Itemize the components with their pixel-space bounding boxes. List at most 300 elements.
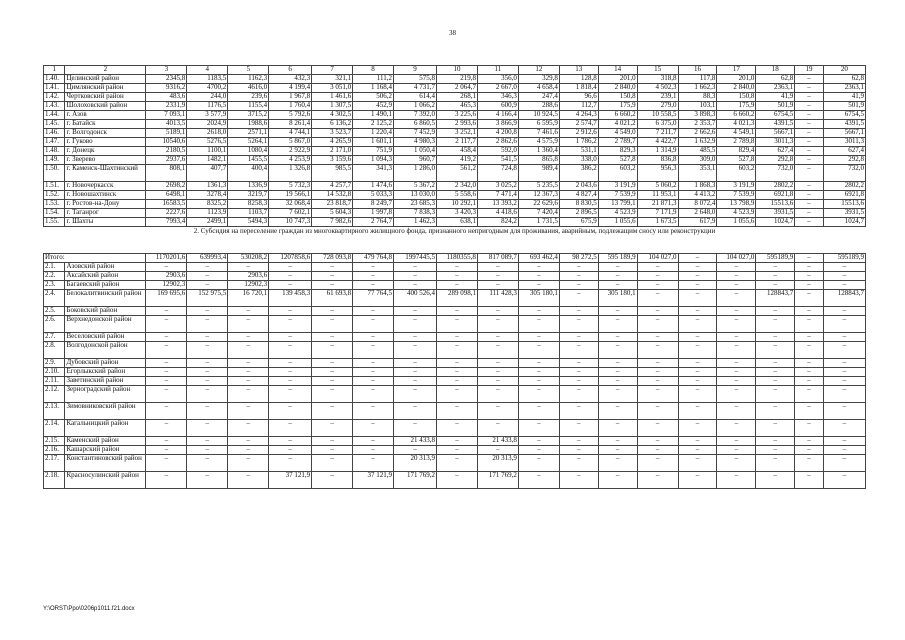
table-cell: 3 191,9 bbox=[598, 182, 637, 191]
table-cell: – bbox=[437, 342, 478, 359]
table-cell: 530208,2 bbox=[228, 254, 269, 263]
table-cell: – bbox=[477, 403, 518, 420]
table-cell: 7 093,1 bbox=[146, 111, 187, 120]
table-cell: 960,7 bbox=[394, 156, 437, 165]
table-cell: 808,1 bbox=[146, 165, 187, 182]
table-cell: – bbox=[353, 263, 394, 272]
table-cell: 4 575,9 bbox=[518, 138, 559, 147]
table-cell: 2.11. bbox=[44, 377, 65, 386]
table-cell: 2.10. bbox=[44, 368, 65, 377]
table-cell: 150,8 bbox=[598, 93, 637, 102]
table-cell: 15513,6 bbox=[756, 200, 795, 209]
table-cell: – bbox=[437, 403, 478, 420]
table-row bbox=[44, 156, 866, 165]
table-cell: 16 720,1 bbox=[228, 290, 269, 307]
table-cell: – bbox=[795, 191, 824, 200]
table-cell: 1.40. bbox=[44, 75, 65, 84]
table-cell: 693 462,4 bbox=[518, 254, 559, 263]
table-row bbox=[44, 138, 866, 147]
table-cell: 2345,8 bbox=[146, 75, 187, 84]
table-cell: – bbox=[756, 368, 795, 377]
header-row bbox=[44, 66, 866, 75]
table-cell: 675,9 bbox=[559, 218, 598, 227]
table-cell: – bbox=[146, 377, 187, 386]
table-cell: 1207858,6 bbox=[269, 254, 312, 263]
table-cell: – bbox=[228, 316, 269, 333]
total-row bbox=[44, 254, 866, 263]
table-cell: – bbox=[477, 333, 518, 342]
table-cell: – bbox=[269, 316, 312, 333]
table-cell: 5667,1 bbox=[756, 129, 795, 138]
table-cell: – bbox=[146, 455, 187, 472]
table-cell: – bbox=[823, 403, 865, 420]
table-cell: 11 bbox=[477, 66, 518, 75]
table-cell: 112,7 bbox=[559, 102, 598, 111]
table-cell: – bbox=[678, 386, 717, 403]
table-cell: – bbox=[228, 263, 269, 272]
table-cell: – bbox=[717, 359, 756, 368]
table-cell: 561,2 bbox=[437, 165, 478, 182]
table-cell: 32 068,4 bbox=[269, 200, 312, 209]
total-label: Итого: bbox=[44, 254, 146, 263]
table-cell: 15513,6 bbox=[823, 200, 865, 209]
table-cell: 4 302,5 bbox=[312, 111, 353, 120]
table-cell: – bbox=[795, 129, 824, 138]
table-cell: – bbox=[717, 446, 756, 455]
table-cell: 5494,3 bbox=[228, 218, 269, 227]
table-cell: 592,0 bbox=[477, 147, 518, 156]
table-cell: – bbox=[312, 455, 353, 472]
table-cell: – bbox=[518, 316, 559, 333]
table-cell: – bbox=[228, 359, 269, 368]
table-cell: 1 818,4 bbox=[559, 84, 598, 93]
table-cell: – bbox=[269, 437, 312, 446]
table-row bbox=[44, 342, 866, 359]
table-cell: 419,2 bbox=[437, 156, 478, 165]
table-cell: 728 093,8 bbox=[312, 254, 353, 263]
table-cell: 2227,6 bbox=[146, 209, 187, 218]
table-cell: – bbox=[559, 446, 598, 455]
table-cell: 1 967,8 bbox=[269, 93, 312, 102]
table-cell: 3278,4 bbox=[187, 191, 228, 200]
table-cell: – bbox=[559, 472, 598, 489]
table-cell: – bbox=[146, 437, 187, 446]
table-cell: – bbox=[437, 263, 478, 272]
table-cell: – bbox=[437, 420, 478, 437]
table-cell: 22 629,6 bbox=[518, 200, 559, 209]
table-cell: – bbox=[795, 272, 824, 281]
table-cell: – bbox=[795, 455, 824, 472]
table-cell: 1 220,4 bbox=[353, 129, 394, 138]
table-cell: 4 744,1 bbox=[269, 129, 312, 138]
table-cell: 4391,5 bbox=[756, 120, 795, 129]
table-cell: 4 199,4 bbox=[269, 84, 312, 93]
table-cell: – bbox=[437, 437, 478, 446]
table-cell: – bbox=[146, 359, 187, 368]
table-cell: г. Новошахтинск bbox=[65, 191, 146, 200]
table-cell: Егорлыкский район bbox=[65, 368, 146, 377]
table-cell: – bbox=[312, 342, 353, 359]
table-cell: 6 136,2 bbox=[312, 120, 353, 129]
table-row bbox=[44, 93, 866, 102]
table-cell: 20 bbox=[823, 66, 865, 75]
table-cell: 400,4 bbox=[228, 165, 269, 182]
table-row bbox=[44, 147, 866, 156]
table-cell: – bbox=[598, 377, 637, 386]
table-cell: – bbox=[269, 455, 312, 472]
table-cell: 98 272,5 bbox=[559, 254, 598, 263]
table-cell: 41,9 bbox=[756, 93, 795, 102]
table-cell: – bbox=[795, 209, 824, 218]
table-cell: 111,2 bbox=[353, 75, 394, 84]
table-cell: – bbox=[678, 368, 717, 377]
table-cell: – bbox=[312, 377, 353, 386]
table-cell: – bbox=[559, 377, 598, 386]
table-cell: – bbox=[269, 386, 312, 403]
table-cell: 5 867,0 bbox=[269, 138, 312, 147]
table-cell: – bbox=[795, 342, 824, 359]
table-row bbox=[44, 307, 866, 316]
table-cell: 305 180,1 bbox=[518, 290, 559, 307]
table-cell: 7 838,3 bbox=[394, 209, 437, 218]
table-cell: – bbox=[518, 386, 559, 403]
table-cell: 4 523,9 bbox=[717, 209, 756, 218]
table-cell: Цимлянский район bbox=[65, 84, 146, 93]
table-cell: 77 764,5 bbox=[353, 290, 394, 307]
table-cell: – bbox=[228, 472, 269, 489]
table-cell: – bbox=[228, 377, 269, 386]
table-cell: – bbox=[312, 437, 353, 446]
table-cell: – bbox=[717, 316, 756, 333]
table-cell: Веселовский район bbox=[65, 333, 146, 342]
table-cell: 14 532,8 bbox=[312, 191, 353, 200]
table-cell: – bbox=[269, 272, 312, 281]
table-cell: – bbox=[477, 420, 518, 437]
table-cell: 1361,3 bbox=[187, 182, 228, 191]
table-cell: – bbox=[717, 377, 756, 386]
table-cell: – bbox=[717, 386, 756, 403]
table-cell: – bbox=[598, 263, 637, 272]
table-cell: – bbox=[795, 403, 824, 420]
table-cell: – bbox=[559, 386, 598, 403]
table-cell: – bbox=[756, 359, 795, 368]
table-cell: – bbox=[598, 472, 637, 489]
table-cell: 3 bbox=[146, 66, 187, 75]
table-cell: 8258,3 bbox=[228, 200, 269, 209]
table-cell: – bbox=[598, 272, 637, 281]
table-cell: Заветинский район bbox=[65, 377, 146, 386]
table-cell: – bbox=[823, 333, 865, 342]
table-cell: 3715,2 bbox=[228, 111, 269, 120]
table-cell: – bbox=[637, 263, 678, 272]
table-cell: 6921,8 bbox=[756, 191, 795, 200]
table-cell: 2.18. bbox=[44, 472, 65, 489]
table-cell: 2.15. bbox=[44, 437, 65, 446]
table-cell: – bbox=[823, 446, 865, 455]
table-cell: Константиновский район bbox=[65, 455, 146, 472]
table-cell: 6498,1 bbox=[146, 191, 187, 200]
table-cell: 128843,7 bbox=[823, 290, 865, 307]
table-cell: Верхнедонской район bbox=[65, 316, 146, 333]
table-cell: г. Шахты bbox=[65, 218, 146, 227]
section-title: 2. Субсидия на переселение граждан из многоквартирного жилищного фонда, признанного непригодным для проживания, аварийным, подлежащим сносу или реконструкции bbox=[44, 227, 866, 254]
table-cell: – bbox=[795, 182, 824, 191]
table-cell: 603,2 bbox=[717, 165, 756, 182]
table-cell: – bbox=[518, 420, 559, 437]
table-cell: – bbox=[637, 386, 678, 403]
table-cell: 10 924,5 bbox=[518, 111, 559, 120]
table-cell: – bbox=[795, 75, 824, 84]
table-cell: Азовский район bbox=[65, 263, 146, 272]
table-cell: 7 602,1 bbox=[269, 209, 312, 218]
table-cell: 4 bbox=[187, 66, 228, 75]
table-cell: – bbox=[756, 455, 795, 472]
table-cell: – bbox=[394, 333, 437, 342]
table-cell: – bbox=[187, 342, 228, 359]
table-cell: – bbox=[312, 359, 353, 368]
table-cell: – bbox=[823, 420, 865, 437]
table-cell: – bbox=[795, 102, 824, 111]
table-cell: – bbox=[795, 147, 824, 156]
table-cell: – bbox=[269, 446, 312, 455]
table-cell: 41,9 bbox=[823, 93, 865, 102]
table-cell: 128,8 bbox=[559, 75, 598, 84]
table-cell: 5 732,3 bbox=[269, 182, 312, 191]
table-cell: – bbox=[437, 307, 478, 316]
table-cell: 104 027,0 bbox=[637, 254, 678, 263]
table-cell: 171 769,2 bbox=[394, 472, 437, 489]
table-cell: 62,8 bbox=[756, 75, 795, 84]
table-cell: 11 953,1 bbox=[637, 191, 678, 200]
table-cell: 2 043,6 bbox=[559, 182, 598, 191]
table-cell: – bbox=[437, 316, 478, 333]
table-cell: – bbox=[598, 455, 637, 472]
table-cell: – bbox=[637, 455, 678, 472]
table-cell: 3931,5 bbox=[756, 209, 795, 218]
table-cell: 1.41. bbox=[44, 84, 65, 93]
table-cell: – bbox=[756, 446, 795, 455]
table-body bbox=[44, 66, 866, 489]
table-cell: – bbox=[187, 403, 228, 420]
table-cell: 407,7 bbox=[187, 165, 228, 182]
table-cell: 247,4 bbox=[518, 93, 559, 102]
table-row bbox=[44, 102, 866, 111]
table-cell: – bbox=[312, 333, 353, 342]
table-cell: 2 993,6 bbox=[437, 120, 478, 129]
table-row bbox=[44, 272, 866, 281]
table-cell: – bbox=[598, 446, 637, 455]
table-cell: 1.52. bbox=[44, 191, 65, 200]
table-cell: – bbox=[312, 472, 353, 489]
table-cell: 1 055,6 bbox=[598, 218, 637, 227]
table-cell: 3931,5 bbox=[823, 209, 865, 218]
table-cell: 6921,8 bbox=[823, 191, 865, 200]
table-cell: – bbox=[187, 333, 228, 342]
table-cell: 2618,0 bbox=[187, 129, 228, 138]
table-cell: 21 871,3 bbox=[637, 200, 678, 209]
table-cell: – bbox=[598, 307, 637, 316]
table-cell: – bbox=[353, 455, 394, 472]
table-cell: – bbox=[353, 403, 394, 420]
table-cell: 1024,7 bbox=[823, 218, 865, 227]
page-number: 38 bbox=[449, 29, 456, 37]
table-cell: 1 474,6 bbox=[353, 182, 394, 191]
table-cell: – bbox=[637, 377, 678, 386]
table-cell: 4 422,7 bbox=[637, 138, 678, 147]
table-cell: 111 428,3 bbox=[477, 290, 518, 307]
table-cell: – bbox=[756, 386, 795, 403]
table-cell: – bbox=[717, 403, 756, 420]
table-cell: 3 577,9 bbox=[187, 111, 228, 120]
table-cell: 7 392,0 bbox=[394, 111, 437, 120]
table-cell: – bbox=[437, 455, 478, 472]
table-cell: 117,8 bbox=[678, 75, 717, 84]
table-cell: – bbox=[146, 420, 187, 437]
table-cell: – bbox=[756, 437, 795, 446]
table-cell: – bbox=[477, 368, 518, 377]
table-cell: 23 818,7 bbox=[312, 200, 353, 209]
table-cell: 1 050,4 bbox=[394, 147, 437, 156]
table-cell: 4 264,3 bbox=[559, 111, 598, 120]
table-cell: – bbox=[146, 333, 187, 342]
table-cell: 2 064,7 bbox=[437, 84, 478, 93]
table-cell: 1 bbox=[44, 66, 65, 75]
table-cell: – bbox=[598, 281, 637, 290]
table-cell: – bbox=[795, 120, 824, 129]
table-cell: – bbox=[312, 386, 353, 403]
table-cell: 541,5 bbox=[477, 156, 518, 165]
table-cell: Боковский район bbox=[65, 307, 146, 316]
table-cell: 2 862,6 bbox=[477, 138, 518, 147]
table-cell: – bbox=[269, 368, 312, 377]
table-cell: – bbox=[146, 403, 187, 420]
table-cell: – bbox=[437, 368, 478, 377]
table-cell: 5189,1 bbox=[146, 129, 187, 138]
table-cell: 1.55. bbox=[44, 218, 65, 227]
table-cell: – bbox=[228, 437, 269, 446]
table-cell: 8325,2 bbox=[187, 200, 228, 209]
table-cell: – bbox=[637, 290, 678, 307]
table-cell: 4 413,2 bbox=[678, 191, 717, 200]
table-cell: 956,3 bbox=[637, 165, 678, 182]
table-cell: 1 360,4 bbox=[518, 147, 559, 156]
table-cell: 3 191,9 bbox=[717, 182, 756, 191]
table-cell: 12902,3 bbox=[228, 281, 269, 290]
table-cell: 7 171,9 bbox=[637, 209, 678, 218]
table-cell: 865,8 bbox=[518, 156, 559, 165]
table-cell: 2 353,7 bbox=[678, 120, 717, 129]
table-cell: – bbox=[437, 333, 478, 342]
table-cell: 2 896,5 bbox=[559, 209, 598, 218]
table-cell: – bbox=[477, 316, 518, 333]
table-cell: 2 912,6 bbox=[559, 129, 598, 138]
table-cell: 6754,5 bbox=[756, 111, 795, 120]
table-cell: 1 632,9 bbox=[678, 138, 717, 147]
table-cell: 9 bbox=[394, 66, 437, 75]
table-cell: 2.3. bbox=[44, 281, 65, 290]
table-cell: 7 982,6 bbox=[312, 218, 353, 227]
table-cell: – bbox=[598, 316, 637, 333]
table-cell: – bbox=[598, 368, 637, 377]
table-cell: – bbox=[146, 263, 187, 272]
table-cell: – bbox=[823, 377, 865, 386]
table-cell: 1.46. bbox=[44, 129, 65, 138]
table-cell: 37 121,9 bbox=[353, 472, 394, 489]
table-cell: 2 840,0 bbox=[598, 84, 637, 93]
table-cell: – bbox=[756, 316, 795, 333]
table-cell: Волгодонской район bbox=[65, 342, 146, 359]
table-row bbox=[44, 377, 866, 386]
table-cell: 1 673,5 bbox=[637, 218, 678, 227]
table-row bbox=[44, 84, 866, 93]
table-cell: – bbox=[146, 386, 187, 403]
table-cell: – bbox=[394, 368, 437, 377]
table-cell: – bbox=[678, 359, 717, 368]
table-cell: 4 523,9 bbox=[598, 209, 637, 218]
table-cell: Кагальницкий район bbox=[65, 420, 146, 437]
table-cell: 2363,1 bbox=[823, 84, 865, 93]
table-cell: – bbox=[678, 333, 717, 342]
table-cell: 614,4 bbox=[394, 93, 437, 102]
table-cell: – bbox=[312, 281, 353, 290]
table-cell: 152 975,5 bbox=[187, 290, 228, 307]
table-cell: 1 490,1 bbox=[353, 111, 394, 120]
table-cell: – bbox=[795, 165, 824, 182]
table-cell: – bbox=[477, 272, 518, 281]
table-cell: – bbox=[394, 263, 437, 272]
table-cell: 2802,2 bbox=[823, 182, 865, 191]
table-cell: Кашарский район bbox=[65, 446, 146, 455]
table-cell: – bbox=[559, 455, 598, 472]
table-cell: 2.13. bbox=[44, 403, 65, 420]
table-cell: 1 868,3 bbox=[678, 182, 717, 191]
table-cell: 1024,7 bbox=[756, 218, 795, 227]
table-cell: – bbox=[518, 342, 559, 359]
table-cell: – bbox=[678, 420, 717, 437]
table-cell: 6 660,2 bbox=[717, 111, 756, 120]
table-cell: – bbox=[637, 316, 678, 333]
table-cell: – bbox=[756, 333, 795, 342]
table-cell: – bbox=[637, 359, 678, 368]
table-cell: – bbox=[717, 290, 756, 307]
table-cell: – bbox=[353, 446, 394, 455]
table-cell: 1997445,5 bbox=[394, 254, 437, 263]
table-cell: – bbox=[559, 290, 598, 307]
table-cell: – bbox=[518, 377, 559, 386]
table-cell: – bbox=[823, 281, 865, 290]
table-cell: 2571,1 bbox=[228, 129, 269, 138]
table-cell: – bbox=[228, 455, 269, 472]
table-cell: 329,8 bbox=[518, 75, 559, 84]
table-cell: – bbox=[559, 359, 598, 368]
table-row bbox=[44, 446, 866, 455]
table-cell: – bbox=[353, 377, 394, 386]
table-cell: – bbox=[477, 263, 518, 272]
table-cell: 1 997,8 bbox=[353, 209, 394, 218]
table-cell: – bbox=[795, 307, 824, 316]
table-cell: 989,4 bbox=[518, 165, 559, 182]
table-cell: – bbox=[795, 200, 824, 209]
table-cell: 103,1 bbox=[678, 102, 717, 111]
table-cell: – bbox=[598, 333, 637, 342]
table-cell: 5 235,5 bbox=[518, 182, 559, 191]
table-row bbox=[44, 165, 866, 182]
table-row bbox=[44, 281, 866, 290]
table-cell: – bbox=[437, 359, 478, 368]
table-cell: – bbox=[394, 281, 437, 290]
table-cell: – bbox=[678, 455, 717, 472]
table-cell: 13 393,2 bbox=[477, 200, 518, 209]
